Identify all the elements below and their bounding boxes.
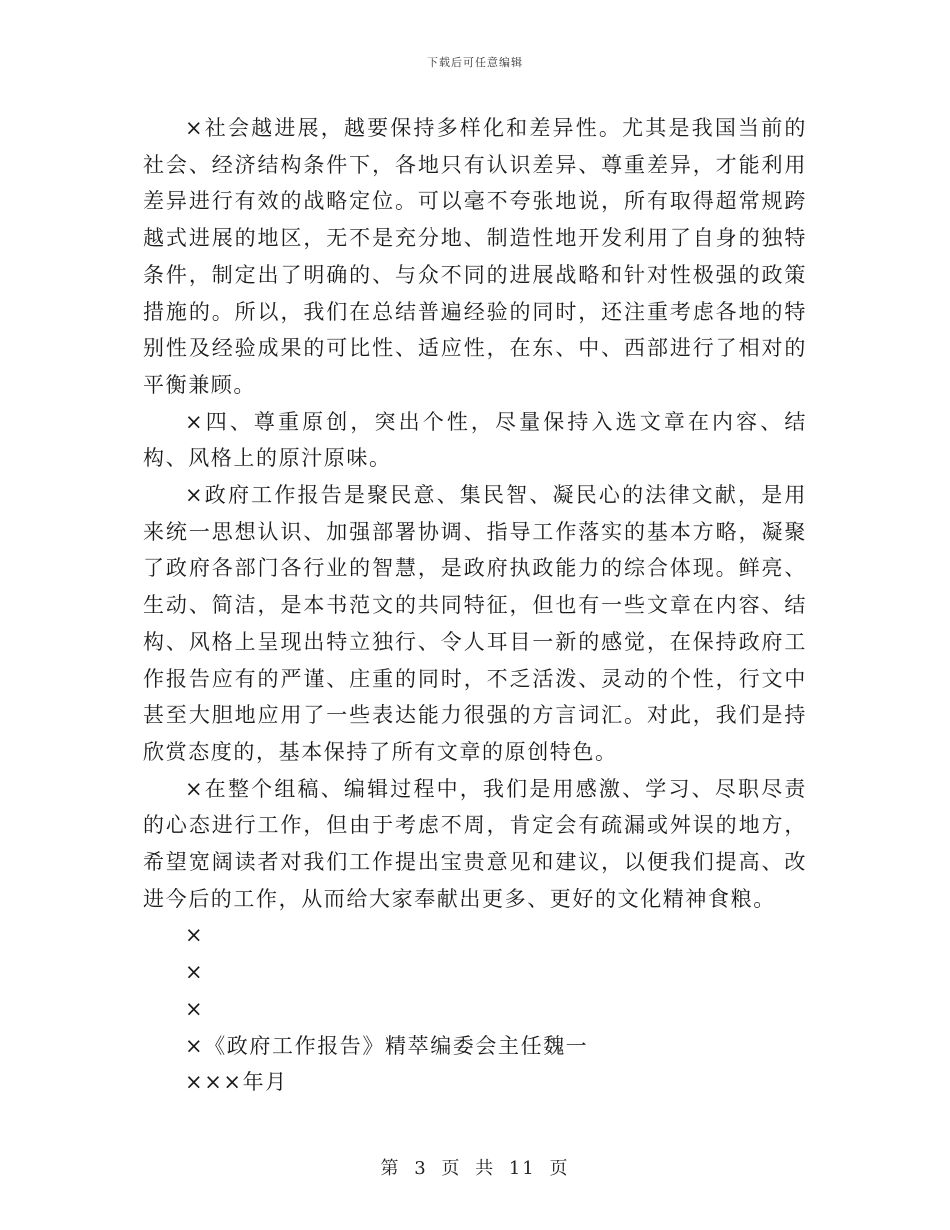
page-number: 第 3 页 共 11 页 <box>380 1158 570 1179</box>
paragraph: ×四、尊重原创，突出个性，尽量保持入选文章在内容、结构、风格上的原汁原味。 <box>143 409 807 471</box>
placeholder-line: × <box>185 960 205 985</box>
placeholder-line: × <box>185 923 205 948</box>
paragraph: ×政府工作报告是聚民意、集民智、凝民心的法律文献，是用来统一思想认识、加强部署协调、指导工作落实的基本方略，凝聚了政府各部门各行业的智慧，是政府执政能力的综合体现。鲜亮、生动、简洁，是本书范文的共同特征，但也有一些文章在内容、结构、风格上呈现出特立独行、令人耳目一新的感觉，在保持政府工作报告应有的严谨、庄重的同时，不乏活泼、灵动的个性，行文中甚至大胆地应用了一些表达能力很强的方言词汇。对此，我们是持欣赏态度的，基本保持了所有文章的原创特色。 <box>143 483 807 764</box>
placeholder-line: × <box>185 996 205 1021</box>
document-body <box>143 110 807 1101</box>
paragraph: ×社会越进展，越要保持多样化和差异性。尤其是我国当前的社会、经济结构条件下，各地只有认识差异、尊重差异，才能利用差异进行有效的战略定位。可以毫不夸张地说，所有取得超常规跨越式进展的地区，无不是充分地、制造性地开发利用了自身的独特条件，制定出了明确的、与众不同的进展战略和针对性极强的政策措施的。所以，我们在总结普遍经验的同时，还注重考虑各地的特别性及经验成果的可比性、适应性，在东、中、西部进行了相对的平衡兼顾。 <box>143 116 807 397</box>
paragraph: ×在整个组稿、编辑过程中，我们是用感激、学习、尽职尽责的心态进行工作，但由于考虑不周，肯定会有疏漏或舛误的地方，希望宽阔读者对我们工作提出宝贵意见和建议，以便我们提高、改进今后的工作，从而给大家奉献出更多、更好的文化精神食粮。 <box>143 776 807 911</box>
page-header: 下载后可任意编辑 <box>427 56 523 69</box>
signature-line: ×《政府工作报告》精萃编委会主任魏一 <box>185 1033 589 1058</box>
date-line: ×××年月 <box>185 1070 288 1095</box>
